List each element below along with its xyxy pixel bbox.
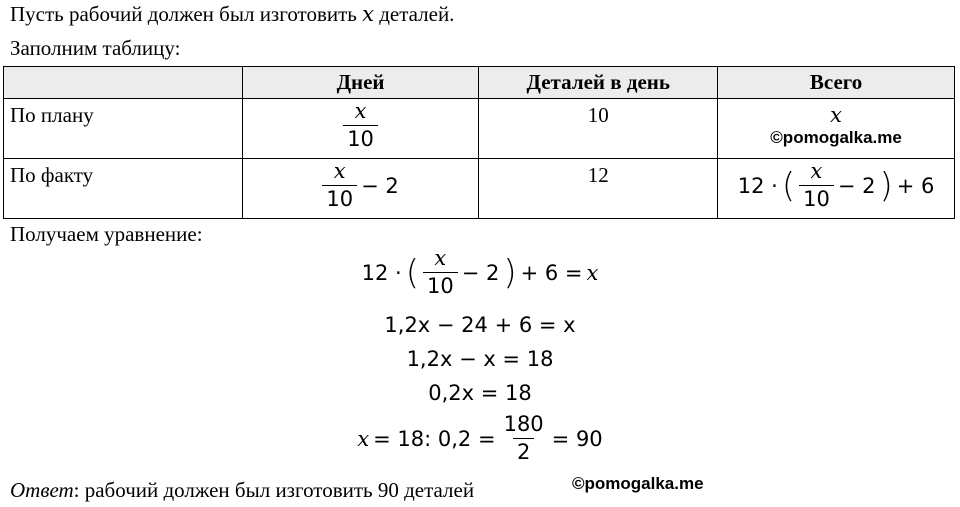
frac-num: x xyxy=(354,99,367,123)
frac-den: 2 xyxy=(513,438,534,463)
open-paren: ( xyxy=(405,252,419,293)
header-total: Всего xyxy=(718,67,955,99)
eq1-var: x xyxy=(586,260,599,285)
header-empty xyxy=(4,67,243,99)
frac-den: 10 xyxy=(423,272,458,297)
header-per-day: Деталей в день xyxy=(479,67,718,99)
eq1-prefix: 12 · xyxy=(361,260,402,285)
equation-intro: Получаем уравнение: xyxy=(10,222,203,246)
equation-5 xyxy=(0,414,960,463)
watermark-bottom: ©pomogalka.me xyxy=(572,474,704,493)
close-paren: ) xyxy=(879,165,893,206)
equation-2: 1,2x − 24 + 6 = x xyxy=(384,313,576,337)
frac-den: 10 xyxy=(799,185,834,210)
equation-3: 1,2x − x = 18 xyxy=(406,347,554,371)
table-row xyxy=(4,99,955,159)
table-header-row xyxy=(4,67,955,99)
cell-plan-total xyxy=(718,99,955,159)
frac-num: x xyxy=(810,159,823,183)
frac-den: 10 xyxy=(322,185,357,210)
table-row xyxy=(4,159,955,219)
cell-plan-per-day: 10 xyxy=(479,99,718,159)
header-days: Дней xyxy=(242,67,479,99)
eq1-inner: − 2 xyxy=(461,260,500,285)
total-suffix: + 6 xyxy=(896,173,935,198)
answer-line xyxy=(10,478,474,503)
frac-den: 10 xyxy=(343,125,378,150)
cell-plan-days xyxy=(242,99,479,159)
close-paren: ) xyxy=(503,252,517,293)
eq5-end: = 90 xyxy=(551,426,603,451)
eq5-var: x xyxy=(357,426,370,451)
frac-num: x xyxy=(434,246,447,270)
equation-4: 0,2x = 18 xyxy=(428,381,532,405)
eq1-suffix: + 6 = xyxy=(520,260,583,285)
equation-1 xyxy=(0,248,960,297)
total-inner: − 2 xyxy=(837,173,876,198)
intro-var: x xyxy=(362,2,374,26)
frac-num: x xyxy=(333,159,346,183)
cell-fact-per-day: 12 xyxy=(479,159,718,219)
eq5-mid: = 18: 0,2 = xyxy=(373,426,496,451)
answer-text: : рабочий должен был изготовить 90 деталей xyxy=(73,478,475,502)
row-label-plan: По плану xyxy=(4,99,243,159)
cell-fact-days xyxy=(242,159,479,219)
total-prefix: 12 · xyxy=(737,173,778,198)
answer-label: Ответ xyxy=(10,478,74,502)
intro-before: Пусть рабочий должен был изготовить xyxy=(10,2,357,26)
fill-table-text: Заполним таблицу: xyxy=(10,36,181,60)
row-label-fact: По факту xyxy=(4,159,243,219)
data-table xyxy=(3,66,955,219)
cell-fact-total xyxy=(718,159,955,219)
days-minus: − 2 xyxy=(361,173,399,198)
frac-num: 180 xyxy=(503,412,544,436)
open-paren: ( xyxy=(781,165,796,206)
total-var: x xyxy=(830,103,842,127)
intro-after: деталей. xyxy=(379,2,455,26)
watermark: ©pomogalka.me xyxy=(770,128,902,148)
intro-text xyxy=(10,2,454,27)
